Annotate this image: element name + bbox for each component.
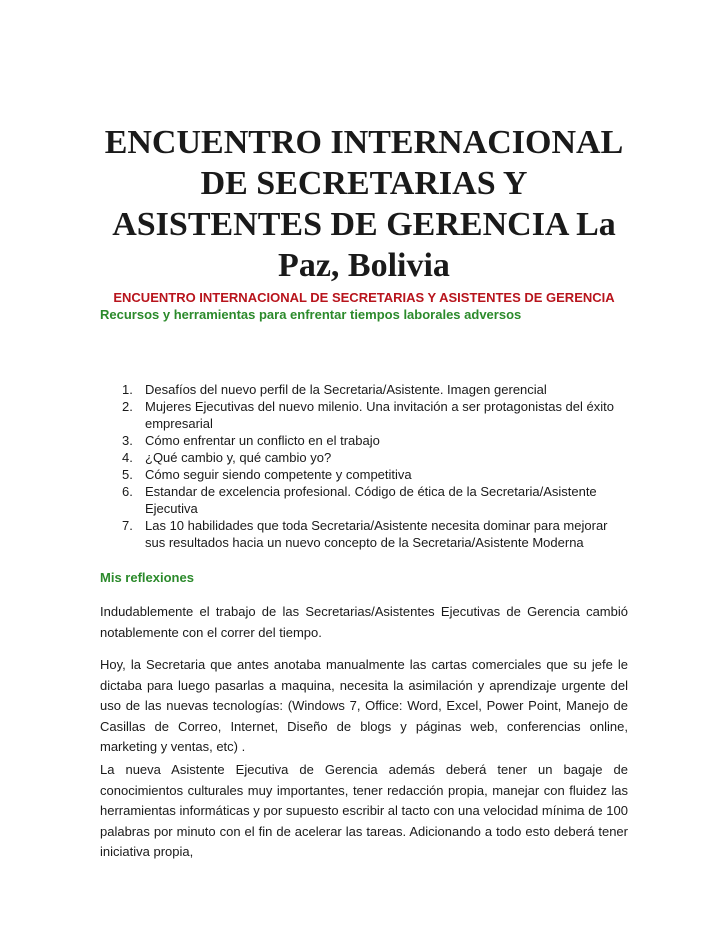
list-number: 2. xyxy=(122,399,133,414)
list-number: 7. xyxy=(122,518,133,533)
list-number: 4. xyxy=(122,450,133,465)
list-number: 3. xyxy=(122,433,133,448)
topics-list xyxy=(100,381,630,551)
reflections-heading: Mis reflexiones xyxy=(100,570,194,585)
event-heading: ENCUENTRO INTERNACIONAL DE SECRETARIAS Y ASISTENTES DE GERENCIA xyxy=(113,290,615,305)
list-item-text: Cómo seguir siendo competente y competitiva xyxy=(145,467,412,482)
list-number: 6. xyxy=(122,484,133,499)
event-subtitle: Recursos y herramientas para enfrentar tiempos laborales adversos xyxy=(100,307,522,322)
body-paragraph: Hoy, la Secretaria que antes anotaba manualmente las cartas comerciales que su jefe le dictaba para luego pasarlas a maquina, necesita la asimilación y aprendizaje urgente del uso de las nuevas tecnologías: (Windows 7, Office: Word, Excel, Power Point, Manejo de Casillas de Correo, Internet, Diseño de blogs y páginas web, conferencias online, marketing y ventas, etc) . xyxy=(100,657,628,755)
page-title: ENCUENTRO INTERNACIONAL DE SECRETARIAS Y ASISTENTES DE GERENCIA La Paz, Bolivia xyxy=(104,124,624,284)
body-paragraph: La nueva Asistente Ejecutiva de Gerencia además deberá tener un bagaje de conocimientos culturales muy importantes, tener redacción propia, manejar con fluidez las herramientas informáticas y por supuesto escribir al tacto con una velocidad mínima de 100 palabras por minuto con el fin de acelerar las tareas. Adicionando a todo esto deberá tener iniciativa propia, xyxy=(100,762,628,860)
list-item xyxy=(100,466,630,483)
list-item-text: Cómo enfrentar un conflicto en el trabajo xyxy=(145,433,380,448)
list-item xyxy=(100,449,630,466)
list-item-text: Las 10 habilidades que toda Secretaria/Asistente necesita dominar para mejorar sus resultados hacia un nuevo concepto de la Secretaria/Asistente Moderna xyxy=(145,518,608,550)
list-item xyxy=(100,381,630,398)
list-item-text: Estandar de excelencia profesional. Código de ética de la Secretaria/Asistente Ejecutiva xyxy=(145,484,597,516)
list-item-text: Mujeres Ejecutivas del nuevo milenio. Una invitación a ser protagonistas del éxito empresarial xyxy=(145,399,614,431)
list-item xyxy=(100,483,630,517)
list-number: 5. xyxy=(122,467,133,482)
list-item-text: ¿Qué cambio y, qué cambio yo? xyxy=(145,450,332,465)
body-paragraph: Indudablemente el trabajo de las Secretarias/Asistentes Ejecutivas de Gerencia cambió notablemente con el correr del tiempo. xyxy=(100,604,628,640)
list-item xyxy=(100,432,630,449)
list-item xyxy=(100,398,630,432)
list-item-text: Desafíos del nuevo perfil de la Secretaria/Asistente. Imagen gerencial xyxy=(145,382,547,397)
list-number: 1. xyxy=(122,382,133,397)
list-item xyxy=(100,517,630,551)
